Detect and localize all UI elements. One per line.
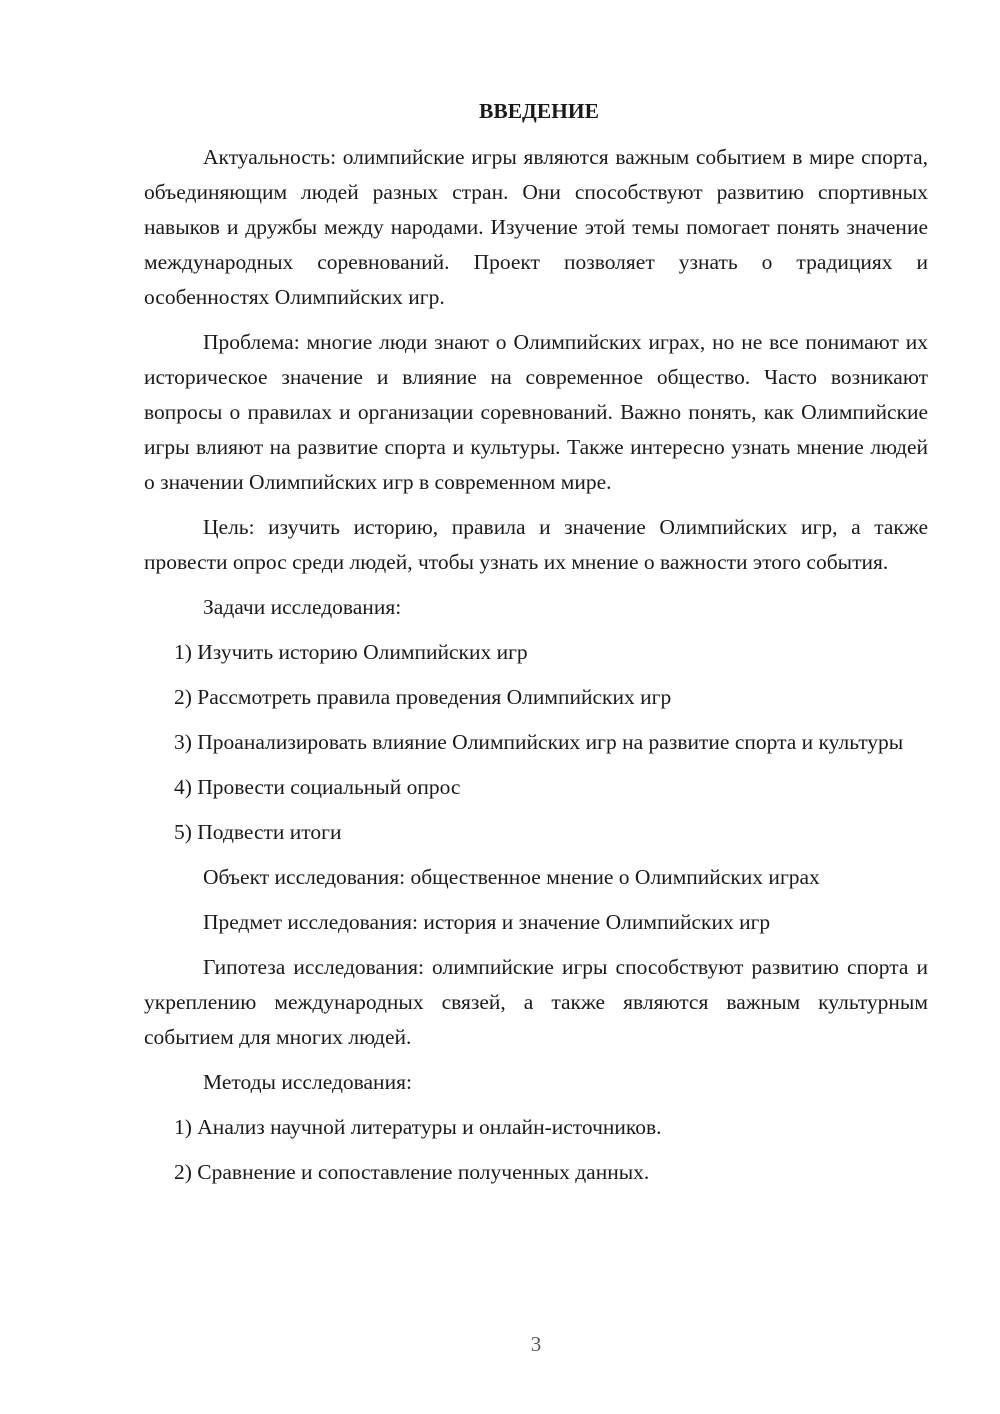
task-item: 3) Проанализировать влияние Олимпийских игр на развитие спорта и культуры bbox=[174, 730, 904, 754]
task-item: 4) Провести социальный опрос bbox=[174, 775, 461, 799]
task-item: 2) Рассмотреть правила проведения Олимпийских игр bbox=[174, 685, 672, 709]
problem-paragraph: Проблема: многие люди знают о Олимпийских играх, но не все понимают их историческое значение и влияние на современное общество. Часто возникают вопросы о правилах и организации соревнований. Важно понять, как Олимпийские игры влияют на развитие спорта и культуры. Также интересно узнать мнение людей о значении Олимпийских игр в современном мире. bbox=[144, 330, 928, 494]
task-item: 1) Изучить историю Олимпийских игр bbox=[174, 640, 528, 664]
methods-heading: Методы исследования: bbox=[203, 1070, 412, 1094]
method-item: 2) Сравнение и сопоставление полученных данных. bbox=[174, 1160, 650, 1184]
page-title: ВВЕДЕНИЕ bbox=[479, 99, 599, 123]
relevance-paragraph: Актуальность: олимпийские игры являются важным событием в мире спорта, объединяющим людей разных стран. Они способствуют развитию спортивных навыков и дружбы между народами. Изучение этой темы помогает понять значение международных соревнований. Проект позволяет узнать о традициях и особенностях Олимпийских игр. bbox=[144, 145, 928, 309]
method-item: 1) Анализ научной литературы и онлайн-источников. bbox=[174, 1115, 662, 1139]
page-content bbox=[144, 96, 928, 1200]
hypothesis-paragraph: Гипотеза исследования: олимпийские игры способствуют развитию спорта и укреплению международных связей, а также являются важным культурным событием для многих людей. bbox=[144, 955, 928, 1049]
page-number: 3 bbox=[530, 1332, 542, 1356]
research-object: Объект исследования: общественное мнение о Олимпийских играх bbox=[203, 865, 820, 889]
goal-paragraph: Цель: изучить историю, правила и значение Олимпийских игр, а также провести опрос среди людей, чтобы узнать их мнение о важности этого события. bbox=[144, 515, 928, 574]
task-item: 5) Подвести итоги bbox=[174, 820, 342, 844]
tasks-heading: Задачи исследования: bbox=[203, 595, 402, 619]
research-subject: Предмет исследования: история и значение Олимпийских игр bbox=[203, 910, 771, 934]
